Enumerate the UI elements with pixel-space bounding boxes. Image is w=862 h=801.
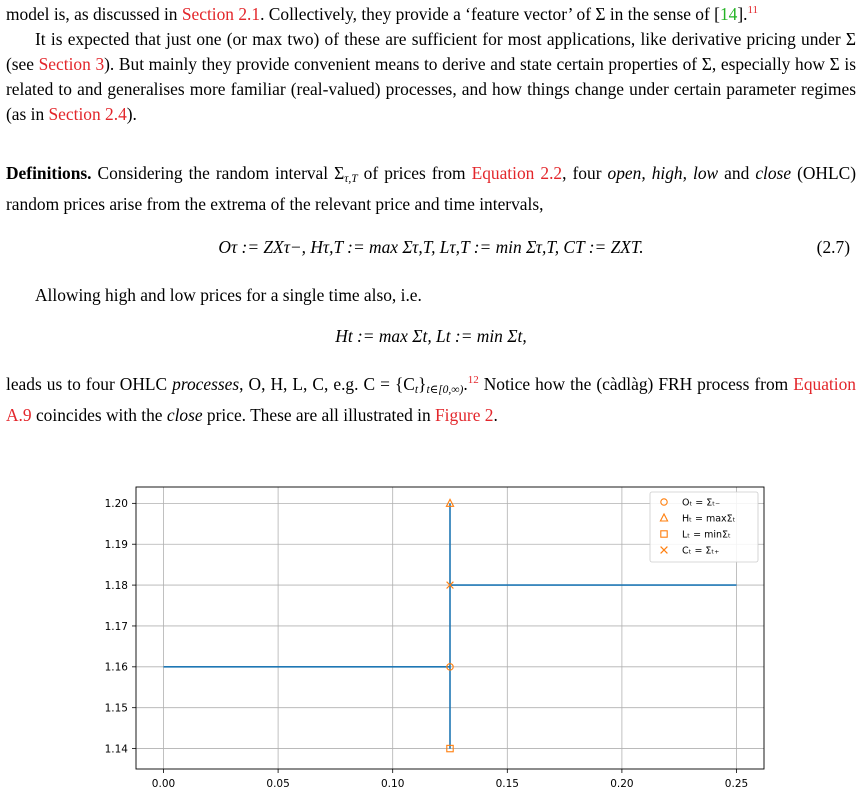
para4-processes: processes <box>172 374 240 394</box>
para4-text-mid4: price. These are all illustrated in <box>202 405 436 425</box>
y-tick-label: 1.20 <box>104 498 128 511</box>
legend-label: Hₜ = maxΣₜ <box>682 513 736 525</box>
definitions-close: close <box>755 163 792 183</box>
y-tick-label: 1.17 <box>104 620 128 633</box>
paragraph-1: model is, as discussed in Section 2.1. Collectively, they provide a ‘feature vector’ of Σ in the sense of [14].$^{11}$ It is expected that just one (or max two) of these are sufficient for most applications, like derivative pricing under Σ (see Section 3). But mainly they provide convenient means to derive and state certain properties of Σ, especially how Σ is related to and generalises more familiar (real-valued) processes, and how things change under certain parameter regimes (as in Section 2.4). <box>6 4 856 124</box>
definitions-text-post: (OHLC) random prices arise from the extrema of the relevant price and time intervals, <box>6 163 856 214</box>
definitions-paragraph <box>6 161 856 217</box>
legend-label: Cₜ = Σₜ₊ <box>682 545 720 557</box>
definitions-text-pre: Considering the random interval Σ <box>91 163 345 183</box>
equation-single-time <box>0 326 862 347</box>
para4-text-mid1: , O, H, L, C, e.g. C = {C <box>239 374 415 394</box>
figure-2-link[interactable]: Figure 2 <box>435 405 494 425</box>
para3-text: Allowing high and low prices for a single time also, i.e. <box>35 285 422 305</box>
definitions-heading: Definitions. <box>6 163 92 183</box>
x-tick-label: 0.00 <box>151 778 176 790</box>
x-tick-label: 0.15 <box>495 778 519 790</box>
para2-text-post: ). <box>126 104 137 124</box>
equation-a-9-link[interactable]: Equation A.9 <box>6 374 856 425</box>
y-tick-label: 1.18 <box>104 579 128 592</box>
paragraph-4 <box>6 372 856 428</box>
citation-14-link[interactable]: 14 <box>719 4 738 24</box>
chart-legend <box>650 492 758 562</box>
y-tick-label: 1.15 <box>104 702 128 715</box>
para2-text-pre: It is expected that just one (or max two) of these are sufficient for most applications, like derivative pricing under Σ (see <box>6 29 856 74</box>
footnote-11-link[interactable]: 11 <box>747 4 759 17</box>
para4-text-pre: leads us to four OHLC <box>6 374 173 394</box>
para4-sub2: t∈[0,∞) <box>426 384 464 396</box>
para4-close: close <box>166 405 203 425</box>
section-2-4-link[interactable]: Section 2.4 <box>48 104 127 124</box>
para4-text-mid1c: . <box>463 374 468 394</box>
definitions-open-high: open, high, <box>607 163 687 183</box>
para4-text-mid2: Notice how the (càdlàg) FRH process from <box>478 374 794 394</box>
definitions-text-mid2: , four <box>562 163 608 183</box>
figure-2-chart <box>0 470 862 801</box>
x-tick-label: 0.25 <box>724 778 749 790</box>
y-tick-label: 1.16 <box>104 661 128 674</box>
para1-text-mid: . Collectively, they provide a ‘feature vector’ of Σ in the sense of <box>260 4 715 24</box>
para2-text-mid: ). But mainly they provide convenient means to derive and state certain properties of Σ, especially how Σ is related to and generalises more familiar (real-valued) processes, and how things change under certain parameter regimes (as in <box>6 54 856 124</box>
para4-text-post: . <box>493 405 498 425</box>
equation-2-7-text: Oτ := ZXτ−, Hτ,T := max Στ,T, Lτ,T := min Στ,T, CT := ZXT. <box>218 237 644 257</box>
y-tick-label: 1.19 <box>104 539 128 552</box>
definitions-low: low <box>693 163 719 183</box>
equation-2-7-number: (2.7) <box>816 237 850 257</box>
legend-label: Oₜ = Σₜ₋ <box>682 497 721 509</box>
para4-text-mid1b: } <box>418 374 427 394</box>
para4-sub: t <box>414 384 419 396</box>
para1-text-pre: model is, as discussed in <box>6 4 182 24</box>
equation-2-7 <box>0 237 862 258</box>
section-2-1-link[interactable]: Section 2.1 <box>181 4 261 24</box>
x-tick-label: 0.10 <box>381 778 405 790</box>
definitions-and: and <box>718 163 756 183</box>
footnote-12-link[interactable]: 12 <box>467 374 479 387</box>
y-tick-label: 1.14 <box>104 743 128 756</box>
equation-single-time-text: Ht := max Σt, Lt := min Σt, <box>335 326 527 346</box>
x-tick-label: 0.05 <box>266 778 290 790</box>
definitions-sub: τ,T <box>344 173 358 185</box>
paragraph-3 <box>6 283 856 308</box>
x-tick-label: 0.20 <box>610 778 634 790</box>
legend-label: Lₜ = minΣₜ <box>682 529 731 541</box>
definitions-text-mid1: of prices from <box>357 163 472 183</box>
para4-text-mid3: coincides with the <box>31 405 167 425</box>
equation-2-2-link[interactable]: Equation 2.2 <box>471 163 563 183</box>
section-3-link[interactable]: Section 3 <box>38 54 105 74</box>
